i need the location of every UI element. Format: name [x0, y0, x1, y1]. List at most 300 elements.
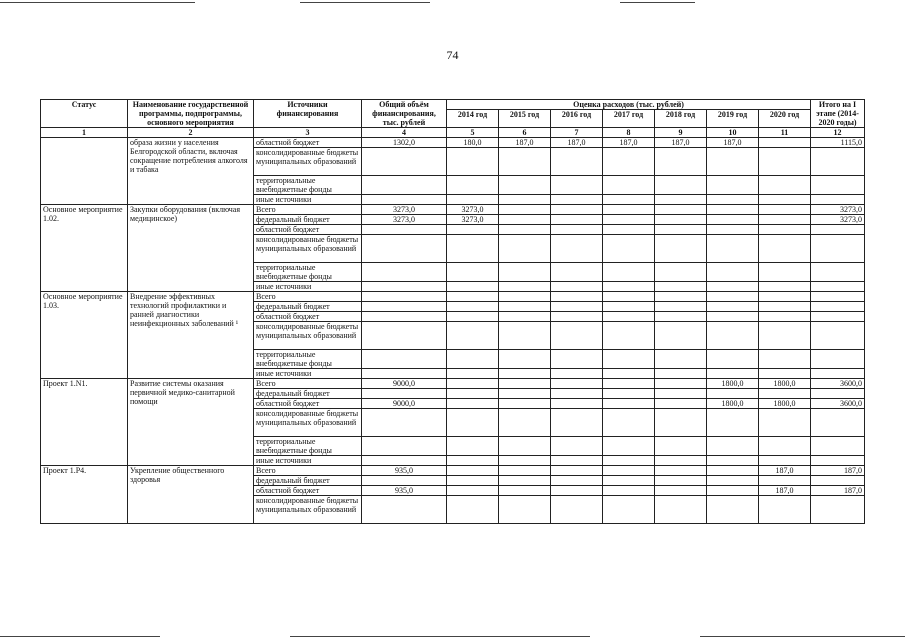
row-year-value — [603, 350, 655, 369]
row-year-value — [707, 292, 759, 302]
row-status: Основное мероприятие 1.02. — [41, 205, 128, 292]
row-source: федеральный бюджет — [254, 476, 362, 486]
row-total-volume — [362, 369, 447, 379]
row-year-value: 1800,0 — [707, 379, 759, 389]
row-year-value — [655, 235, 707, 263]
row-year-value — [499, 302, 551, 312]
row-year-value — [603, 302, 655, 312]
row-year-value — [603, 235, 655, 263]
row-year-value — [603, 466, 655, 476]
row-year-value — [707, 176, 759, 195]
row-year-value — [603, 456, 655, 466]
row-source: Всего — [254, 466, 362, 476]
row-year-value — [655, 205, 707, 215]
row-total-volume — [362, 322, 447, 350]
row-year-value — [551, 369, 603, 379]
row-status: Основное мероприятие 1.03. — [41, 292, 128, 379]
row-year-value — [499, 215, 551, 225]
budget-table — [40, 99, 865, 524]
row-year-value — [759, 263, 811, 282]
row-source: иные источники — [254, 369, 362, 379]
row-total-volume: 1302,0 — [362, 138, 447, 148]
row-year-value — [707, 389, 759, 399]
row-year-value — [655, 312, 707, 322]
row-year-value — [447, 195, 499, 205]
row-year-value — [603, 486, 655, 496]
row-year-value — [499, 176, 551, 195]
row-source: консолидированные бюджеты муниципальных образований — [254, 235, 362, 263]
row-year-value — [759, 176, 811, 195]
row-year-value — [603, 176, 655, 195]
row-source: областной бюджет — [254, 225, 362, 235]
row-year-value — [603, 476, 655, 486]
row-year-value — [551, 225, 603, 235]
row-source: Всего — [254, 379, 362, 389]
row-year-value — [603, 312, 655, 322]
row-stage-total — [811, 437, 865, 456]
row-year-value — [603, 225, 655, 235]
row-stage-total: 3273,0 — [811, 205, 865, 215]
scan-edge-top-left — [0, 2, 195, 3]
row-year-value — [759, 205, 811, 215]
row-program-name: Внедрение эффективных технологий профилактики и ранней диагностики неинфекционных заболеваний ¹ — [128, 292, 254, 379]
row-year-value — [655, 409, 707, 437]
scan-edge-top-right — [620, 2, 695, 3]
row-year-value — [447, 476, 499, 486]
row-total-volume — [362, 350, 447, 369]
row-year-value — [603, 263, 655, 282]
row-year-value — [655, 148, 707, 176]
row-source: консолидированные бюджеты муниципальных образований — [254, 322, 362, 350]
row-program-name: Развитие системы оказания первичной медико-санитарной помощи — [128, 379, 254, 466]
row-year-value — [759, 235, 811, 263]
row-stage-total — [811, 302, 865, 312]
row-year-value — [655, 369, 707, 379]
row-total-volume — [362, 235, 447, 263]
row-year-value — [655, 466, 707, 476]
row-year-value — [655, 195, 707, 205]
table-header — [41, 100, 865, 138]
row-stage-total: 3600,0 — [811, 399, 865, 409]
row-year-value — [707, 409, 759, 437]
row-year-value — [759, 282, 811, 292]
row-year-value — [551, 282, 603, 292]
row-year-value — [551, 312, 603, 322]
row-year-value: 180,0 — [447, 138, 499, 148]
row-year-value — [707, 235, 759, 263]
row-year-value — [707, 350, 759, 369]
header-program-name: Наименование государственной программы, подпрограммы, основного мероприятия — [128, 100, 254, 128]
row-year-value — [707, 205, 759, 215]
row-year-value — [499, 205, 551, 215]
row-stage-total: 1115,0 — [811, 138, 865, 148]
row-year-value — [499, 466, 551, 476]
row-year-value — [499, 379, 551, 389]
row-source: областной бюджет — [254, 486, 362, 496]
row-stage-total — [811, 312, 865, 322]
row-year-value — [551, 350, 603, 369]
row-total-volume — [362, 225, 447, 235]
header-status: Статус — [41, 100, 128, 128]
row-year-value — [759, 496, 811, 524]
column-number: 4 — [362, 128, 447, 138]
row-total-volume — [362, 176, 447, 195]
row-stage-total — [811, 292, 865, 302]
row-year-value: 187,0 — [759, 466, 811, 476]
row-year-value — [759, 456, 811, 466]
row-total-volume — [362, 195, 447, 205]
row-year-value — [499, 282, 551, 292]
row-year-value — [655, 322, 707, 350]
row-source: федеральный бюджет — [254, 389, 362, 399]
row-source: иные источники — [254, 195, 362, 205]
row-total-volume — [362, 437, 447, 456]
row-year-value — [551, 195, 603, 205]
row-year-value — [499, 409, 551, 437]
row-year-value — [447, 148, 499, 176]
row-year-value — [551, 466, 603, 476]
row-year-value — [707, 282, 759, 292]
row-year-value — [603, 409, 655, 437]
row-year-value — [707, 496, 759, 524]
row-year-value — [655, 437, 707, 456]
row-year-value — [551, 379, 603, 389]
row-source: иные источники — [254, 282, 362, 292]
table-row — [41, 466, 865, 476]
row-total-volume — [362, 389, 447, 399]
row-year-value — [603, 496, 655, 524]
row-year-value — [551, 263, 603, 282]
row-year-value — [707, 263, 759, 282]
column-number: 10 — [707, 128, 759, 138]
row-year-value — [603, 379, 655, 389]
row-year-value — [759, 322, 811, 350]
row-total-volume: 3273,0 — [362, 205, 447, 215]
row-year-value — [447, 486, 499, 496]
row-stage-total — [811, 369, 865, 379]
row-stage-total — [811, 350, 865, 369]
row-year-value — [655, 456, 707, 466]
row-year-value — [759, 195, 811, 205]
header-year: 2015 год — [499, 110, 551, 128]
row-program-name: Закупки оборудования (включая медицинское) — [128, 205, 254, 292]
row-year-value — [551, 322, 603, 350]
row-total-volume — [362, 302, 447, 312]
row-year-value — [603, 437, 655, 456]
column-number: 5 — [447, 128, 499, 138]
row-stage-total — [811, 235, 865, 263]
row-year-value — [551, 476, 603, 486]
row-stage-total — [811, 195, 865, 205]
row-year-value: 187,0 — [603, 138, 655, 148]
row-year-value — [603, 322, 655, 350]
column-number: 12 — [811, 128, 865, 138]
row-program-name: Укрепление общественного здоровья — [128, 466, 254, 524]
scan-edge-top-mid — [300, 2, 430, 3]
header-year: 2017 год — [603, 110, 655, 128]
row-year-value — [655, 302, 707, 312]
header-year: 2019 год — [707, 110, 759, 128]
row-stage-total — [811, 456, 865, 466]
row-year-value — [499, 263, 551, 282]
row-total-volume — [362, 263, 447, 282]
row-year-value — [499, 292, 551, 302]
row-source: федеральный бюджет — [254, 302, 362, 312]
row-source: иные источники — [254, 456, 362, 466]
column-number: 9 — [655, 128, 707, 138]
row-source: консолидированные бюджеты муниципальных образований — [254, 496, 362, 524]
row-year-value — [759, 138, 811, 148]
header-year: 2018 год — [655, 110, 707, 128]
row-year-value — [499, 486, 551, 496]
row-year-value — [707, 322, 759, 350]
row-year-value: 1800,0 — [707, 399, 759, 409]
row-year-value — [447, 225, 499, 235]
row-year-value: 187,0 — [707, 138, 759, 148]
row-year-value — [759, 312, 811, 322]
row-year-value — [707, 312, 759, 322]
row-year-value — [655, 476, 707, 486]
row-status — [41, 138, 128, 205]
row-year-value — [707, 302, 759, 312]
row-year-value — [603, 389, 655, 399]
header-sources: Источники финансирования — [254, 100, 362, 128]
row-year-value — [707, 215, 759, 225]
scan-edge-bottom-left — [0, 636, 160, 637]
row-year-value — [499, 437, 551, 456]
row-year-value — [447, 496, 499, 524]
scan-edge-bottom-mid — [290, 636, 590, 637]
row-year-value — [759, 476, 811, 486]
row-year-value — [551, 437, 603, 456]
row-year-value — [499, 312, 551, 322]
row-year-value — [551, 215, 603, 225]
row-year-value — [551, 399, 603, 409]
row-year-value — [603, 399, 655, 409]
row-total-volume: 3273,0 — [362, 215, 447, 225]
row-year-value — [603, 282, 655, 292]
row-source: территориальные внебюджетные фонды — [254, 176, 362, 195]
row-year-value — [603, 292, 655, 302]
row-stage-total — [811, 148, 865, 176]
row-year-value — [707, 195, 759, 205]
header-total-volume: Общий объём финансирования, тыс. рублей — [362, 100, 447, 128]
row-stage-total — [811, 322, 865, 350]
row-year-value — [759, 225, 811, 235]
row-stage-total — [811, 389, 865, 399]
row-year-value — [603, 148, 655, 176]
row-year-value — [499, 369, 551, 379]
row-year-value — [447, 235, 499, 263]
row-status: Проект 1.N1. — [41, 379, 128, 466]
row-year-value — [603, 205, 655, 215]
row-year-value — [447, 282, 499, 292]
row-source: консолидированные бюджеты муниципальных образований — [254, 409, 362, 437]
row-year-value — [707, 437, 759, 456]
row-year-value — [499, 399, 551, 409]
row-year-value — [655, 389, 707, 399]
row-year-value: 187,0 — [655, 138, 707, 148]
row-total-volume — [362, 292, 447, 302]
row-year-value — [447, 302, 499, 312]
row-source: территориальные внебюджетные фонды — [254, 437, 362, 456]
row-source: территориальные внебюджетные фонды — [254, 350, 362, 369]
row-year-value — [759, 350, 811, 369]
row-year-value — [759, 437, 811, 456]
row-year-value: 187,0 — [759, 486, 811, 496]
row-source: областной бюджет — [254, 399, 362, 409]
row-total-volume: 935,0 — [362, 486, 447, 496]
row-stage-total: 187,0 — [811, 486, 865, 496]
page-number: 74 — [446, 48, 459, 62]
header-year: 2014 год — [447, 110, 499, 128]
row-year-value — [603, 215, 655, 225]
row-total-volume — [362, 148, 447, 176]
row-year-value — [655, 379, 707, 389]
row-year-value — [499, 195, 551, 205]
column-number: 1 — [41, 128, 128, 138]
scan-edge-bottom-right — [700, 636, 905, 637]
header-stage-total: Итого на I этапе (2014-2020 годы) — [811, 100, 865, 128]
row-year-value — [551, 148, 603, 176]
header-year: 2016 год — [551, 110, 603, 128]
column-number: 3 — [254, 128, 362, 138]
row-year-value — [551, 205, 603, 215]
row-year-value — [499, 148, 551, 176]
row-year-value — [655, 350, 707, 369]
table-body — [41, 138, 865, 524]
row-year-value — [551, 292, 603, 302]
row-year-value — [447, 176, 499, 195]
row-stage-total — [811, 496, 865, 524]
row-year-value: 1800,0 — [759, 379, 811, 389]
row-stage-total — [811, 409, 865, 437]
row-total-volume — [362, 312, 447, 322]
row-year-value — [655, 282, 707, 292]
row-year-value — [759, 292, 811, 302]
row-stage-total — [811, 476, 865, 486]
table-row — [41, 379, 865, 389]
column-number: 6 — [499, 128, 551, 138]
row-year-value — [447, 292, 499, 302]
row-year-value — [551, 302, 603, 312]
row-year-value — [447, 263, 499, 282]
row-stage-total — [811, 176, 865, 195]
row-year-value — [551, 389, 603, 399]
row-year-value — [447, 350, 499, 369]
row-stage-total: 3273,0 — [811, 215, 865, 225]
row-stage-total — [811, 263, 865, 282]
row-total-volume — [362, 282, 447, 292]
row-year-value — [499, 476, 551, 486]
row-year-value — [447, 369, 499, 379]
row-year-value — [499, 235, 551, 263]
row-year-value — [447, 389, 499, 399]
row-year-value: 3273,0 — [447, 215, 499, 225]
row-year-value — [447, 379, 499, 389]
row-total-volume — [362, 496, 447, 524]
row-source: Всего — [254, 292, 362, 302]
column-number: 2 — [128, 128, 254, 138]
row-year-value — [707, 148, 759, 176]
row-year-value — [551, 235, 603, 263]
row-year-value — [447, 437, 499, 456]
row-stage-total — [811, 282, 865, 292]
row-year-value — [499, 496, 551, 524]
row-year-value — [655, 225, 707, 235]
row-year-value — [759, 409, 811, 437]
column-number: 8 — [603, 128, 655, 138]
row-year-value — [447, 409, 499, 437]
row-year-value — [655, 215, 707, 225]
row-year-value: 1800,0 — [759, 399, 811, 409]
row-stage-total: 187,0 — [811, 466, 865, 476]
row-year-value — [759, 389, 811, 399]
row-year-value — [551, 486, 603, 496]
row-total-volume — [362, 409, 447, 437]
row-source: Всего — [254, 205, 362, 215]
row-source: консолидированные бюджеты муниципальных образований — [254, 148, 362, 176]
row-year-value — [707, 456, 759, 466]
row-year-value — [707, 476, 759, 486]
row-year-value — [551, 496, 603, 524]
row-year-value — [499, 225, 551, 235]
row-year-value: 3273,0 — [447, 205, 499, 215]
row-year-value — [447, 312, 499, 322]
row-year-value: 187,0 — [499, 138, 551, 148]
row-year-value — [759, 215, 811, 225]
row-year-value — [499, 350, 551, 369]
row-year-value — [707, 486, 759, 496]
row-year-value — [707, 369, 759, 379]
row-total-volume: 935,0 — [362, 466, 447, 476]
header-cost-estimate: Оценка расходов (тыс. рублей) — [447, 100, 811, 110]
column-number-row — [41, 128, 865, 138]
row-source: областной бюджет — [254, 312, 362, 322]
row-year-value — [759, 369, 811, 379]
row-year-value — [603, 195, 655, 205]
row-year-value — [655, 176, 707, 195]
column-number: 7 — [551, 128, 603, 138]
row-year-value — [447, 466, 499, 476]
row-year-value — [551, 456, 603, 466]
row-year-value — [447, 322, 499, 350]
row-year-value: 187,0 — [551, 138, 603, 148]
row-year-value — [707, 225, 759, 235]
row-total-volume — [362, 456, 447, 466]
row-year-value — [499, 322, 551, 350]
row-total-volume: 9000,0 — [362, 399, 447, 409]
row-status: Проект 1.Р4. — [41, 466, 128, 524]
row-total-volume: 9000,0 — [362, 379, 447, 389]
row-year-value — [707, 466, 759, 476]
row-source: областной бюджет — [254, 138, 362, 148]
row-total-volume — [362, 476, 447, 486]
table-row — [41, 205, 865, 215]
row-year-value — [447, 399, 499, 409]
row-year-value — [655, 263, 707, 282]
column-number: 11 — [759, 128, 811, 138]
table-row — [41, 292, 865, 302]
row-year-value — [655, 399, 707, 409]
row-stage-total: 3600,0 — [811, 379, 865, 389]
row-year-value — [603, 369, 655, 379]
header-year: 2020 год — [759, 110, 811, 128]
row-year-value — [499, 389, 551, 399]
row-year-value — [759, 302, 811, 312]
row-year-value — [551, 409, 603, 437]
row-year-value — [655, 496, 707, 524]
